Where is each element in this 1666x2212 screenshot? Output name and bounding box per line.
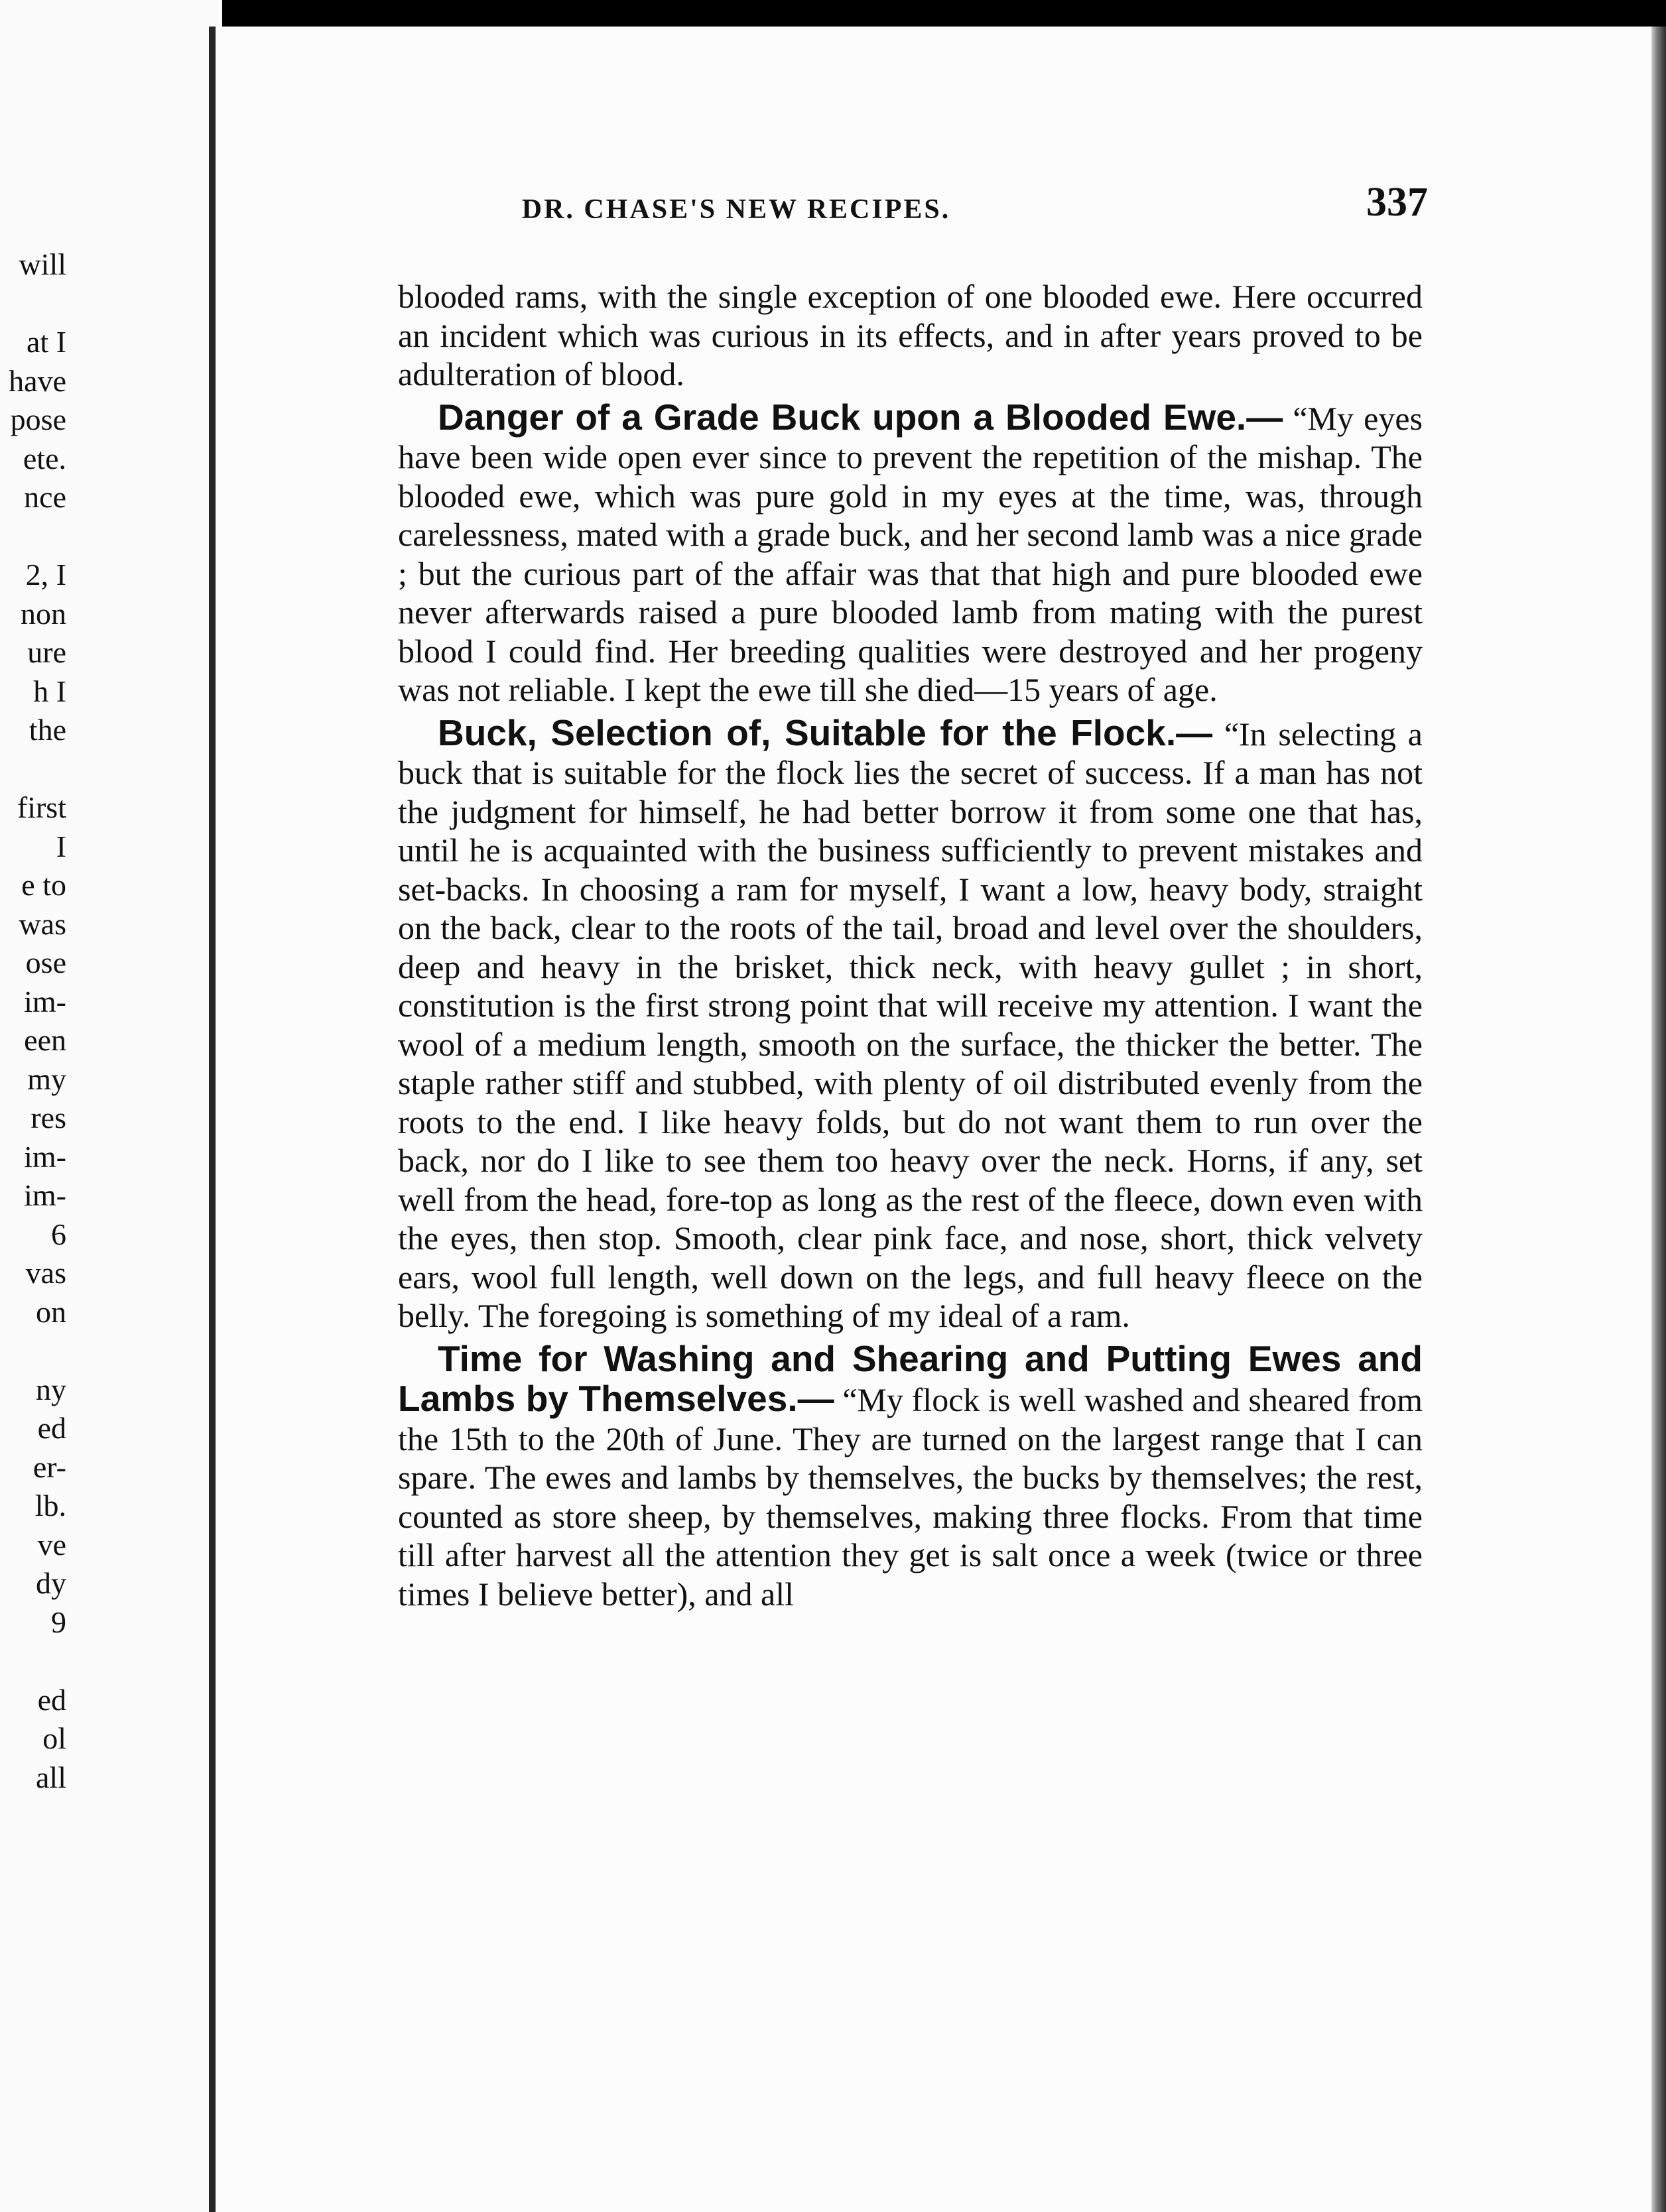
left-page-line-fragment: dy — [36, 1566, 66, 1600]
left-page-line-fragment: ed — [37, 1682, 66, 1717]
left-page-line-fragment: the — [29, 713, 66, 747]
left-page-line-fragment: 2, I — [25, 558, 66, 591]
section-heading: Time for Washing and Shearing and Putting Ewes and Lambs by Themselves.— — [398, 1337, 1423, 1419]
left-page-line-fragment: ve — [37, 1527, 66, 1562]
section-heading: Buck, Selection of, Suitable for the Flock.— — [438, 711, 1213, 753]
left-page-line-fragment: ny — [36, 1372, 66, 1406]
left-page-line-fragment: ure — [27, 635, 66, 669]
left-page-line-fragment: have — [9, 363, 66, 398]
left-page-line-fragment: at I — [26, 325, 66, 359]
left-page-line-fragment: ed — [37, 1411, 66, 1445]
page-number: 337 — [1366, 180, 1428, 225]
left-page-line-fragment: lb. — [34, 1489, 66, 1522]
left-page-line-fragment: er- — [32, 1449, 66, 1484]
page-edge — [1651, 27, 1666, 2212]
section-paragraph — [398, 398, 1423, 709]
left-page-line-fragment — [0, 1642, 66, 1681]
left-page-line-fragment: I — [56, 829, 66, 863]
left-page-line-fragment — [0, 284, 66, 324]
section-paragraph — [398, 713, 1423, 1335]
left-page-line-fragment: 6 — [51, 1217, 66, 1251]
left-page-text-fragments — [0, 245, 66, 1797]
section-paragraph — [398, 1339, 1423, 1614]
left-page-line-fragment: pose — [10, 402, 66, 436]
left-page-line-fragment: was — [19, 906, 66, 941]
left-page-line-fragment: een — [24, 1023, 66, 1057]
left-page-line-fragment: all — [36, 1760, 66, 1794]
left-page-line-fragment — [0, 750, 66, 789]
running-head — [464, 179, 1428, 239]
left-page-line-fragment: will — [19, 247, 66, 281]
left-page-line-fragment: my — [27, 1062, 66, 1096]
section-text: “My eyes have been wide open ever since to prevent the repetition of the mishap. The blooded ewe, which was pure gold in my eyes at the time, was, through carelessness, mated with a grade buck, and her second lamb was a nice grade ; but the curious part of the affair was that that high and pure blooded ewe never afterwards raised a pure blooded lamb from mating with the purest blood I could find. Her breeding qualities were destroyed and her progeny was not reliable. I kept the ewe till she died—15 years of age. — [398, 399, 1423, 708]
left-page-line-fragment: ete. — [23, 441, 66, 475]
section-text: “My flock is well washed and sheared from the 15th to the 20th of June. They are turned on the largest range that I can spare. The ewes and lambs by themselves, the bucks by themselves; the rest, counted as store sheep, by themselves, making three flocks. From that time till after harvest all the attention they get is salt once a week (twice or three times I believe better), and all — [398, 1381, 1423, 1613]
left-page-line-fragment: non — [21, 596, 66, 631]
left-page-line-fragment: nce — [24, 480, 66, 514]
section-heading: Danger of a Grade Buck upon a Blooded Ewe.— — [438, 396, 1283, 438]
left-page-line-fragment: im- — [24, 1139, 66, 1174]
left-page-line-fragment: res — [31, 1101, 66, 1135]
left-page-line-fragment: im- — [24, 984, 66, 1018]
left-page-line-fragment: on — [36, 1294, 66, 1329]
left-page — [0, 0, 222, 2212]
intro-paragraph: blooded rams, with the single exception of one blooded ewe. Here occurred an incident which was curious in its effects, and in after years proved to be adulteration of blood. — [398, 278, 1423, 393]
left-page-line-fragment: 9 — [51, 1605, 66, 1639]
left-page-line-fragment: h I — [33, 674, 66, 708]
left-page-line-fragment: im- — [24, 1178, 66, 1212]
left-page-line-fragment: first — [17, 790, 66, 824]
body-text — [398, 277, 1423, 1613]
left-page-line-fragment: ose — [25, 946, 66, 979]
left-page-line-fragment — [0, 1331, 66, 1371]
running-head-title: DR. CHASE'S NEW RECIPES. — [521, 194, 951, 225]
left-page-line-fragment — [0, 517, 66, 556]
left-page-line-fragment: e to — [21, 868, 66, 902]
left-page-line-fragment: ol — [42, 1721, 66, 1755]
section-text: “In selecting a buck that is suitable for the flock lies the secret of success. If a man has not the judgment for himself, he had better borrow it from some one that has, until he is acquainted with the business sufficiently to prevent mistakes and set-backs. In choosing a ram for myself, I want a low, heavy body, straight on the back, clear to the roots of the tail, broad and level over the shoulders, deep and heavy in the brisket, thick neck, with heavy gullet ; in short, constitution is the first strong point that will receive my attention. I want the wool of a medium length, smooth on the surface, the thicker the better. The staple rather stiff and stubbed, with plenty of oil distributed evenly from the roots to the end. I like heavy folds, but do not want them to run over the back, nor do I like to see them too heavy over the neck. Horns, if any, set well from the head, fore-top as long as the rest of the fleece, down even with the eyes, then stop. Smooth, clear pink face, and nose, short, thick velvety ears, wool full length, well down on the legs, and full heavy fleece on the belly. The foregoing is something of my ideal of a ram. — [398, 715, 1423, 1334]
left-page-line-fragment: vas — [25, 1256, 66, 1290]
